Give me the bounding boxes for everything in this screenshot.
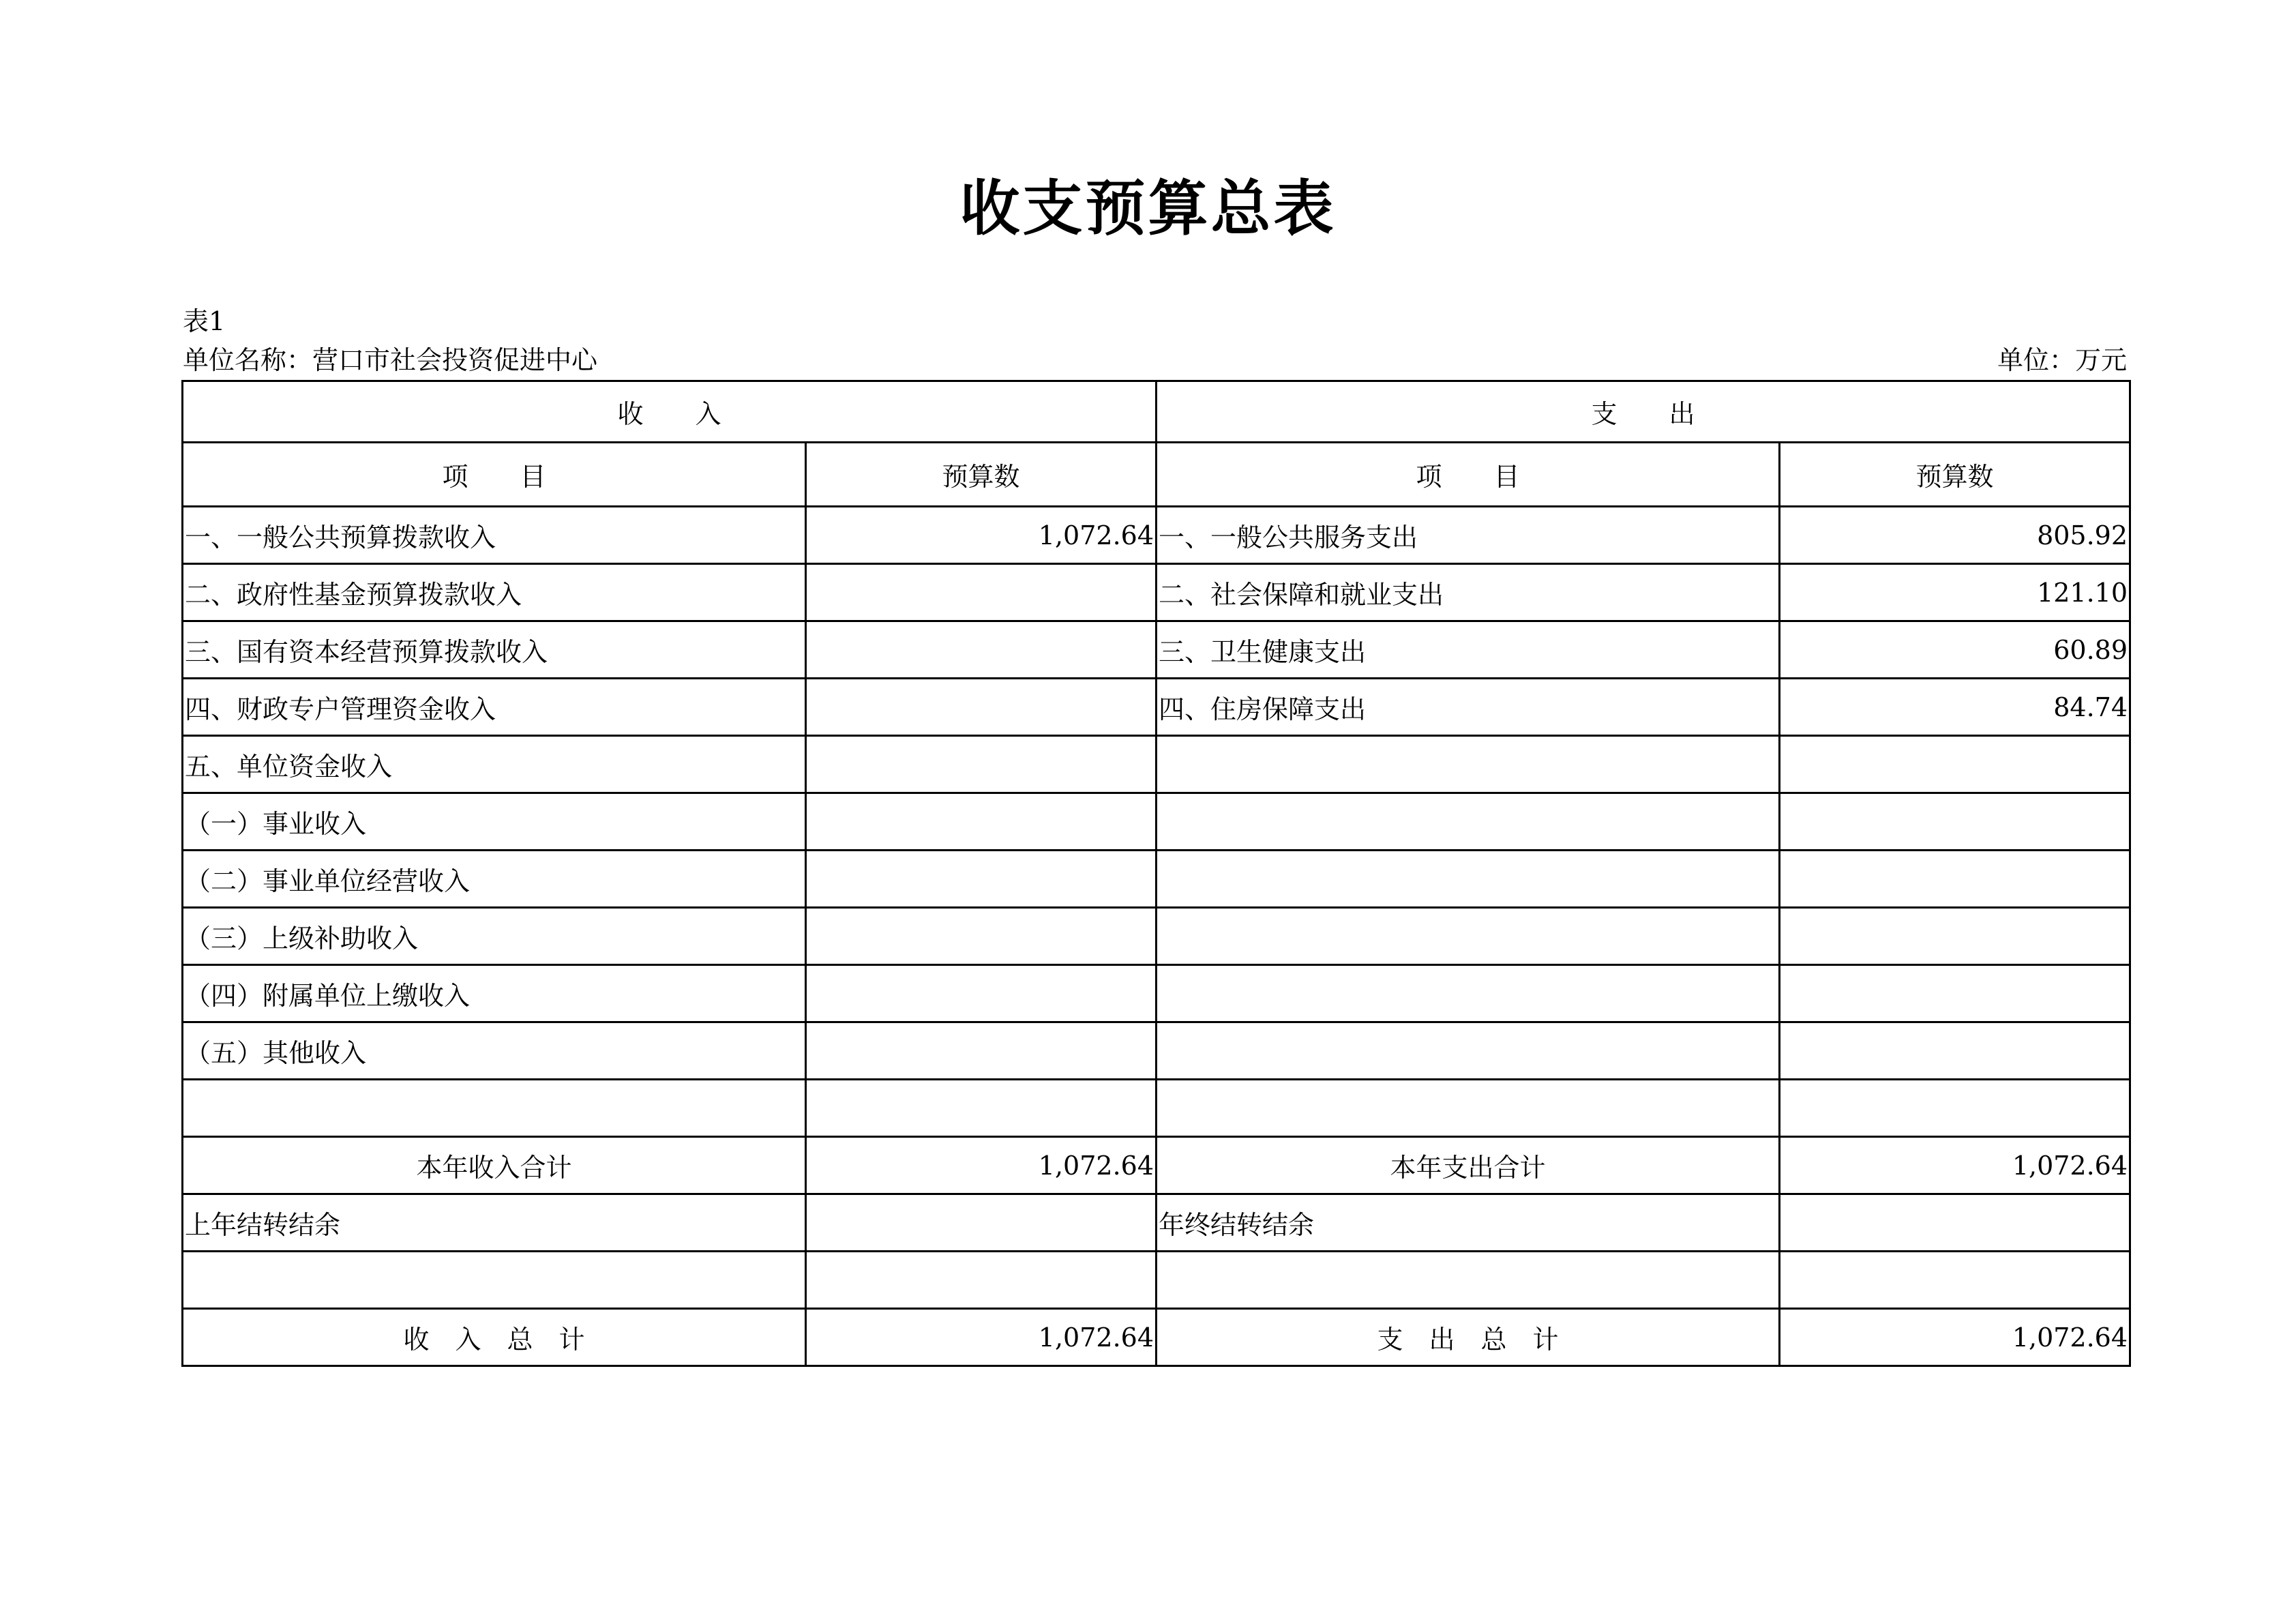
- table-row: [183, 793, 2130, 851]
- income-item: 四、财政专户管理资金收入: [183, 679, 806, 736]
- expense-item: [1157, 793, 1780, 851]
- expense-section-header: 支 出: [1157, 381, 2130, 443]
- income-total-value: 1,072.64: [806, 1309, 1157, 1366]
- budget-table: [181, 380, 2131, 1367]
- income-subtotal-label: 本年收入合计: [183, 1137, 806, 1194]
- expense-value: [1780, 793, 2130, 851]
- expense-item-header: 项 目: [1157, 443, 1780, 507]
- income-value: 1,072.64: [806, 507, 1157, 564]
- expense-value: [1780, 1022, 2130, 1080]
- expense-total-label: 支 出 总 计: [1157, 1309, 1780, 1366]
- income-item: （三）上级补助收入: [183, 908, 806, 965]
- income-item: （四）附属单位上缴收入: [183, 965, 806, 1022]
- table-row: [183, 851, 2130, 908]
- blank-row: [183, 1252, 2130, 1309]
- expense-item: [1157, 851, 1780, 908]
- expense-item: 三、卫生健康支出: [1157, 621, 1780, 679]
- income-carry-label: 上年结转结余: [183, 1194, 806, 1252]
- blank-cell: [183, 1252, 806, 1309]
- income-value: [806, 908, 1157, 965]
- income-carry-value: [806, 1194, 1157, 1252]
- expense-carry-value: [1780, 1194, 2130, 1252]
- income-value: [806, 564, 1157, 621]
- income-value: [806, 965, 1157, 1022]
- income-item: 三、国有资本经营预算拨款收入: [183, 621, 806, 679]
- expense-value: [1780, 965, 2130, 1022]
- expense-item: [1157, 1080, 1780, 1137]
- income-value: [806, 1022, 1157, 1080]
- expense-item: [1157, 736, 1780, 793]
- table-number: 表1: [183, 306, 226, 336]
- subtotal-row: [183, 1137, 2130, 1194]
- expense-item: [1157, 908, 1780, 965]
- income-subtotal-value: 1,072.64: [806, 1137, 1157, 1194]
- income-section-header: 收 入: [183, 381, 1157, 443]
- expense-budget-header: 预算数: [1780, 443, 2130, 507]
- income-total-label: 收 入 总 计: [183, 1309, 806, 1366]
- table-row: [183, 621, 2130, 679]
- income-item: （一）事业收入: [183, 793, 806, 851]
- expense-value: 60.89: [1780, 621, 2130, 679]
- expense-item: 一、一般公共服务支出: [1157, 507, 1780, 564]
- carry-row: [183, 1194, 2130, 1252]
- blank-cell: [1780, 1252, 2130, 1309]
- table-row: [183, 564, 2130, 621]
- expense-subtotal-label: 本年支出合计: [1157, 1137, 1780, 1194]
- table-row: [183, 965, 2130, 1022]
- table-row: [183, 908, 2130, 965]
- unit-label: 单位：万元: [1997, 345, 2127, 375]
- table-row: [183, 507, 2130, 564]
- expense-value: [1780, 1080, 2130, 1137]
- income-item: 二、政府性基金预算拨款收入: [183, 564, 806, 621]
- expense-subtotal-value: 1,072.64: [1780, 1137, 2130, 1194]
- income-item: [183, 1080, 806, 1137]
- expense-value: [1780, 736, 2130, 793]
- expense-value: 805.92: [1780, 507, 2130, 564]
- income-item: 五、单位资金收入: [183, 736, 806, 793]
- expense-item: [1157, 1022, 1780, 1080]
- income-item: 一、一般公共预算拨款收入: [183, 507, 806, 564]
- income-value: [806, 1080, 1157, 1137]
- expense-value: 121.10: [1780, 564, 2130, 621]
- expense-item: 二、社会保障和就业支出: [1157, 564, 1780, 621]
- unit-name: 单位名称：营口市社会投资促进中心: [183, 345, 598, 375]
- expense-item: 四、住房保障支出: [1157, 679, 1780, 736]
- blank-cell: [806, 1252, 1157, 1309]
- column-header-row: [183, 443, 2130, 507]
- expense-value: [1780, 908, 2130, 965]
- table-row: [183, 1022, 2130, 1080]
- expense-item: [1157, 965, 1780, 1022]
- blank-cell: [1157, 1252, 1780, 1309]
- income-item-header: 项 目: [183, 443, 806, 507]
- income-budget-header: 预算数: [806, 443, 1157, 507]
- income-value: [806, 736, 1157, 793]
- expense-value: 84.74: [1780, 679, 2130, 736]
- expense-carry-label: 年终结转结余: [1157, 1194, 1780, 1252]
- expense-total-value: 1,072.64: [1780, 1309, 2130, 1366]
- income-value: [806, 621, 1157, 679]
- section-header-row: [183, 381, 2130, 443]
- total-row: [183, 1309, 2130, 1366]
- income-item: （五）其他收入: [183, 1022, 806, 1080]
- income-value: [806, 793, 1157, 851]
- page-title: 收支预算总表: [959, 173, 1337, 243]
- table-row: [183, 736, 2130, 793]
- table-row: [183, 679, 2130, 736]
- table-row: [183, 1080, 2130, 1137]
- budget-table-body: [183, 381, 2130, 1366]
- expense-value: [1780, 851, 2130, 908]
- income-value: [806, 851, 1157, 908]
- income-item: （二）事业单位经营收入: [183, 851, 806, 908]
- income-value: [806, 679, 1157, 736]
